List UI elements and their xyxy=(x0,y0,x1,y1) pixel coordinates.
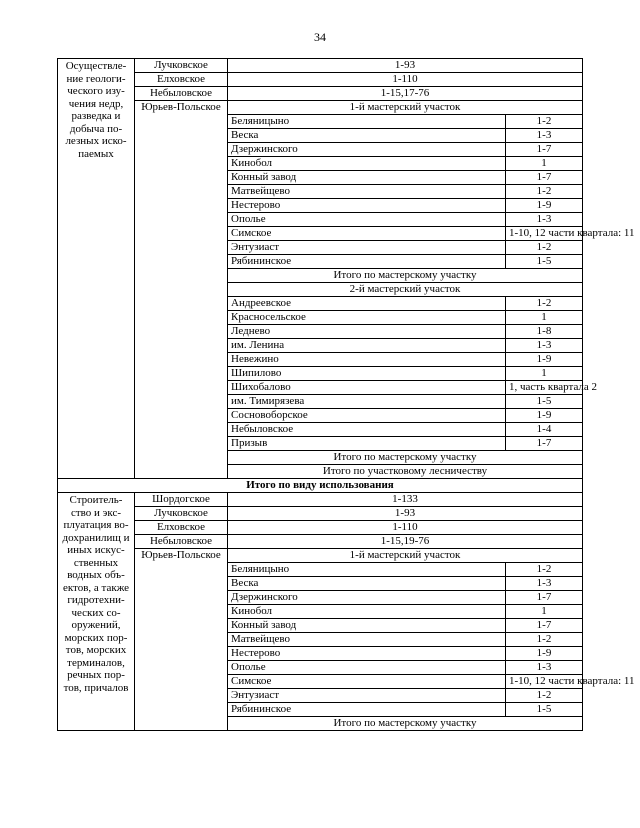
quarters-cell: 1-110 xyxy=(228,521,583,535)
quarters-cell: 1-7 xyxy=(506,591,583,605)
purpose-line: паемых xyxy=(78,147,114,160)
place-name: Дзержинского xyxy=(228,143,506,157)
table-row xyxy=(58,507,583,521)
quarters-cell: 1-5 xyxy=(506,395,583,409)
quarters-cell: 1-2 xyxy=(506,241,583,255)
quarters-cell: 1-3 xyxy=(506,129,583,143)
purpose-line: ческого изу- xyxy=(67,85,125,97)
table-row xyxy=(58,101,583,115)
place-name: Симское xyxy=(228,227,506,241)
place-name: Симское xyxy=(228,675,506,689)
place-name: Небыловское xyxy=(228,423,506,437)
subtotal-label: Итого по мастерскому участку xyxy=(228,269,583,283)
forestry-table xyxy=(57,58,635,731)
quarters-cell: 1-5 xyxy=(506,703,583,717)
table-row xyxy=(58,87,583,101)
purpose-line: добыча по- xyxy=(69,122,123,135)
place-name: Сосновоборское xyxy=(228,409,506,423)
purpose-line: ственных xyxy=(73,556,119,569)
forestry-name: Лучковское xyxy=(135,59,228,73)
subtotal-label: Итого по мастерскому участку xyxy=(228,717,583,731)
purpose-line: ческих со- xyxy=(71,606,121,619)
place-name: Рябининское xyxy=(228,703,506,717)
quarters-cell: 1-15,19-76 xyxy=(228,535,583,549)
place-name: Шихобалово xyxy=(228,381,506,395)
page-number: 34 xyxy=(314,30,326,44)
quarters-cell: 1-3 xyxy=(506,339,583,353)
quarters-cell: 1-7 xyxy=(506,619,583,633)
purpose-line: речных пор- xyxy=(67,669,125,681)
place-name: Веска xyxy=(228,129,506,143)
subtotal-label: Итого по мастерскому участку xyxy=(228,451,583,465)
table-row xyxy=(58,73,583,87)
quarters-cell: 1-8 xyxy=(506,325,583,339)
quarters-cell: 1 xyxy=(506,605,583,619)
place-name: Матвейщево xyxy=(228,185,506,199)
quarters-cell: 1-93 xyxy=(228,59,583,73)
quarters-cell: 1-110 xyxy=(228,73,583,87)
table-row xyxy=(58,493,583,507)
quarters-cell: 1-9 xyxy=(506,353,583,367)
purpose-line: ство и экс- xyxy=(70,506,122,519)
quarters-cell: 1-7 xyxy=(506,437,583,451)
forestry-name: Юрьев-Польское xyxy=(135,101,228,479)
use-total-row xyxy=(58,479,583,493)
quarters-cell: 1 xyxy=(506,367,583,381)
quarters-cell: 1-9 xyxy=(506,409,583,423)
quarters-cell: 1-10, 12 части квартала: 11 xyxy=(506,675,583,689)
place-name: Призыв xyxy=(228,437,506,451)
place-name: им. Тимирязева xyxy=(228,395,506,409)
section-title: 2-й мастерский участок xyxy=(228,283,583,297)
purpose-line: Осуществле- xyxy=(65,60,127,72)
purpose-line: лезных иско- xyxy=(65,135,127,147)
forestry-name: Небыловское xyxy=(135,535,228,549)
quarters-cell: 1-2 xyxy=(506,689,583,703)
quarters-cell: 1 xyxy=(506,157,583,171)
place-name: Конный завод xyxy=(228,619,506,633)
quarters-cell: 1-133 xyxy=(228,493,583,507)
forestry-name: Елховское xyxy=(135,521,228,535)
purpose-line: гидротехни- xyxy=(67,594,125,606)
purpose-line: морских пор- xyxy=(64,631,128,644)
purpose-line: оружений, xyxy=(71,619,121,631)
forestry-name: Елховское xyxy=(135,73,228,87)
purpose-line: плуатация во- xyxy=(63,519,129,531)
purpose-line: чения недр, xyxy=(68,97,124,110)
table-row xyxy=(58,535,583,549)
place-name: Невежино xyxy=(228,353,506,367)
use-total-label: Итого по виду использования xyxy=(58,479,583,493)
quarters-cell: 1-3 xyxy=(506,213,583,227)
purpose-line: Строитель- xyxy=(69,494,123,506)
purpose-line: разведка и xyxy=(71,110,121,122)
quarters-cell: 1-2 xyxy=(506,563,583,577)
place-name: Леднево xyxy=(228,325,506,339)
forestry-name: Шордогское xyxy=(135,493,228,507)
purpose-line: иных искус- xyxy=(67,544,125,556)
place-name: Шипилово xyxy=(228,367,506,381)
quarters-cell: 1-2 xyxy=(506,633,583,647)
quarters-cell: 1-4 xyxy=(506,423,583,437)
place-name: Дзержинского xyxy=(228,591,506,605)
table-row xyxy=(58,549,583,563)
purpose-line: тов, морских xyxy=(65,644,127,656)
section-title: 1-й мастерский участок xyxy=(228,549,583,563)
quarters-cell: 1-3 xyxy=(506,661,583,675)
purpose-cell xyxy=(58,493,135,731)
quarters-cell: 1 xyxy=(506,311,583,325)
purpose-line: ектов, а также xyxy=(62,581,130,594)
quarters-cell: 1-2 xyxy=(506,185,583,199)
table-row xyxy=(58,521,583,535)
place-name: Нестерово xyxy=(228,199,506,213)
quarters-cell: 1-2 xyxy=(506,297,583,311)
purpose-cell xyxy=(58,59,135,479)
quarters-cell: 1-2 xyxy=(506,115,583,129)
place-name: Беляницыно xyxy=(228,115,506,129)
purpose-line: ние геологи- xyxy=(66,72,126,85)
forestry-name: Лучковское xyxy=(135,507,228,521)
quarters-cell: 1-7 xyxy=(506,171,583,185)
place-name: Беляницыно xyxy=(228,563,506,577)
table-row xyxy=(58,59,583,73)
quarters-cell: 1-5 xyxy=(506,255,583,269)
place-name: Конный завод xyxy=(228,171,506,185)
quarters-cell: 1-9 xyxy=(506,647,583,661)
forestry-name: Юрьев-Польское xyxy=(135,549,228,731)
purpose-line: водных объ- xyxy=(67,569,125,581)
quarters-cell: 1-93 xyxy=(228,507,583,521)
place-name: Веска xyxy=(228,577,506,591)
purpose-line: терминалов, xyxy=(67,656,125,669)
place-name: Ополье xyxy=(228,661,506,675)
place-name: Рябининское xyxy=(228,255,506,269)
quarters-cell: 1-7 xyxy=(506,143,583,157)
place-name: Андреевское xyxy=(228,297,506,311)
district-total-label: Итого по участковому лесничеству xyxy=(228,465,583,479)
quarters-cell: 1-9 xyxy=(506,199,583,213)
section-title: 1-й мастерский участок xyxy=(228,101,583,115)
quarters-cell: 1-10, 12 части квартала: 11 xyxy=(506,227,583,241)
place-name: Красносельское xyxy=(228,311,506,325)
place-name: Кинобол xyxy=(228,605,506,619)
place-name: Ополье xyxy=(228,213,506,227)
forestry-name: Небыловское xyxy=(135,87,228,101)
place-name: Матвейщево xyxy=(228,633,506,647)
place-name: Энтузиаст xyxy=(228,689,506,703)
purpose-line: дохранилищ и xyxy=(62,531,130,544)
quarters-cell: 1-3 xyxy=(506,577,583,591)
place-name: им. Ленина xyxy=(228,339,506,353)
place-name: Нестерово xyxy=(228,647,506,661)
purpose-line: тов, причалов xyxy=(63,681,129,694)
place-name: Энтузиаст xyxy=(228,241,506,255)
quarters-cell: 1-15,17-76 xyxy=(228,87,583,101)
place-name: Кинобол xyxy=(228,157,506,171)
quarters-cell: 1, часть квартала 2 xyxy=(506,381,583,395)
